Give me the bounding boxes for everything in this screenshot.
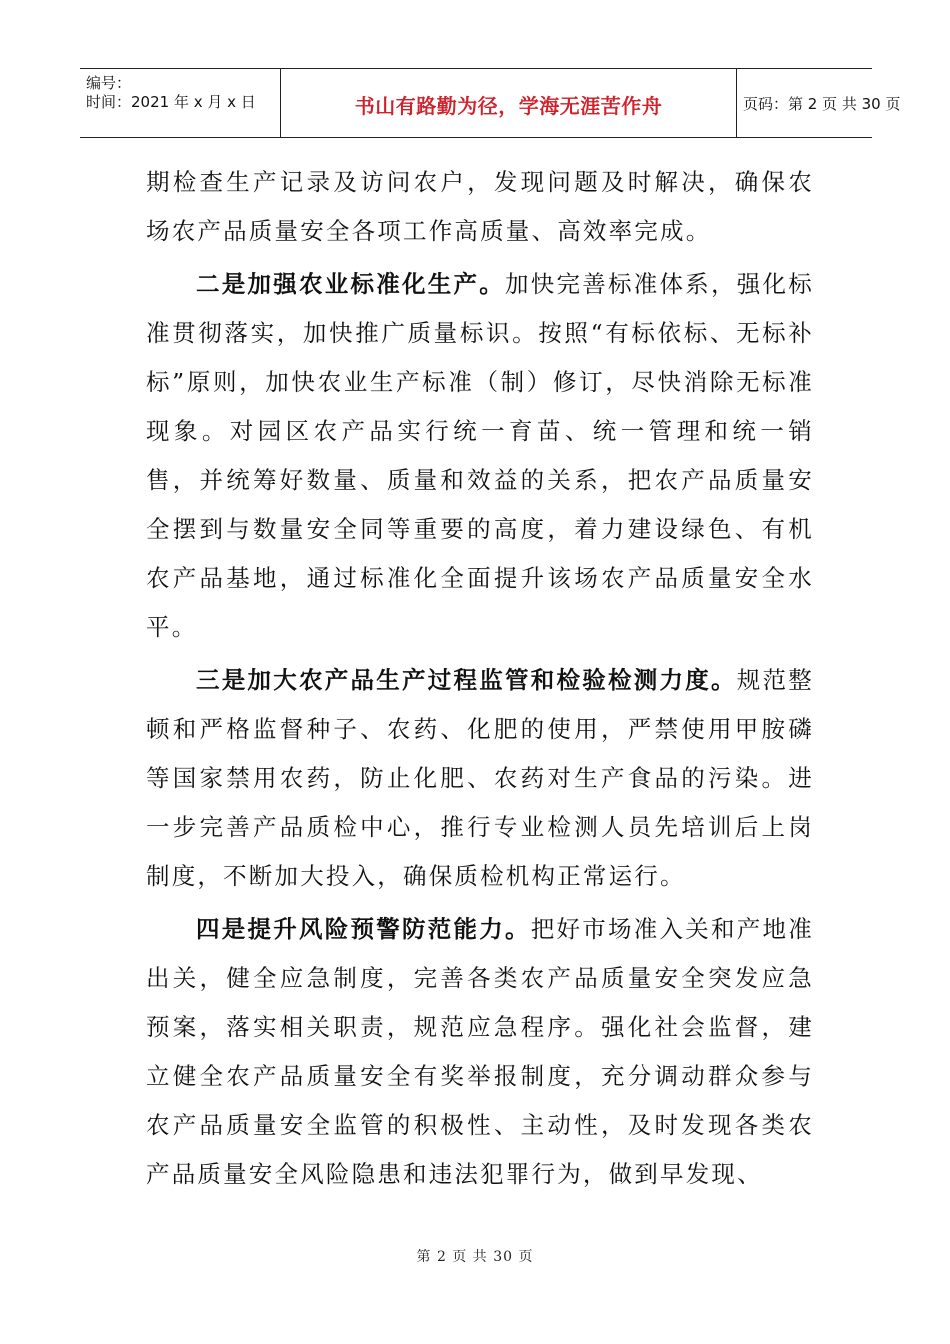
paragraph-continuation: 期检查生产记录及访问农户，发现问题及时解决，确保农场农产品质量安全各项工作高质量、高效率完成。 <box>146 168 814 245</box>
header-motto: 书山有路勤为径，学海无涯苦作舟 <box>354 94 663 118</box>
paragraph-text: 规范整顿和严格监督种子、农药、化肥的使用，严禁使用甲胺磷等国家禁用农药，防止化肥、农药对生产食品的污染。进一步完善产品质检中心，推行专业检测人员先培训后上岗制度，不断加大投入，确保质检机构正常运行。 <box>146 666 815 890</box>
paragraph-text: 把好市场准入关和产地准出关，健全应急制度，完善各类农产品质量安全突发应急预案，落实相关职责，规范应急程序。强化社会监督，建立健全农产品质量安全有奖举报制度，充分调动群众参与农产品质量安全监管的积极性、主动性，及时发现各类农产品质量安全风险隐患和违法犯罪行为，做到早发现、 <box>146 915 814 1188</box>
paragraph-heading: 四是提升风险预警防范能力。 <box>196 915 531 943</box>
document-date-label: 时间：2021 年 x 月 x 日 <box>86 93 256 111</box>
paragraph-standardization <box>146 260 814 652</box>
paragraph-heading: 三是加大农产品生产过程监管和检验检测力度。 <box>196 666 737 694</box>
page-footer: 第 2 页 共 30 页 <box>416 1249 534 1265</box>
document-body <box>146 158 814 1203</box>
header-meta-cell <box>80 69 280 137</box>
header-page-info: 页码：第 2 页 共 30 页 <box>743 95 901 113</box>
header-page-cell <box>735 69 901 137</box>
page-header <box>80 68 901 138</box>
paragraph-supervision <box>146 656 814 901</box>
header-motto-cell <box>280 69 737 137</box>
document-number-label: 编号： <box>86 74 132 92</box>
paragraph-text: 加快完善标准体系，强化标准贯彻落实，加快推广质量标识。按照“有标依标、无标补标”原则，加快农业生产标准（制）修订，尽快消除无标准现象。对园区农产品实行统一育苗、统一管理和统一销售，并统筹好数量、质量和效益的关系，把农产品质量安全摆到与数量安全同等重要的高度，着力建设绿色、有机农产品基地，通过标准化全面提升该场农产品质量安全水平。 <box>146 270 814 641</box>
paragraph-heading: 二是加强农业标准化生产。 <box>196 270 506 298</box>
paragraph-risk-warning <box>146 905 814 1199</box>
